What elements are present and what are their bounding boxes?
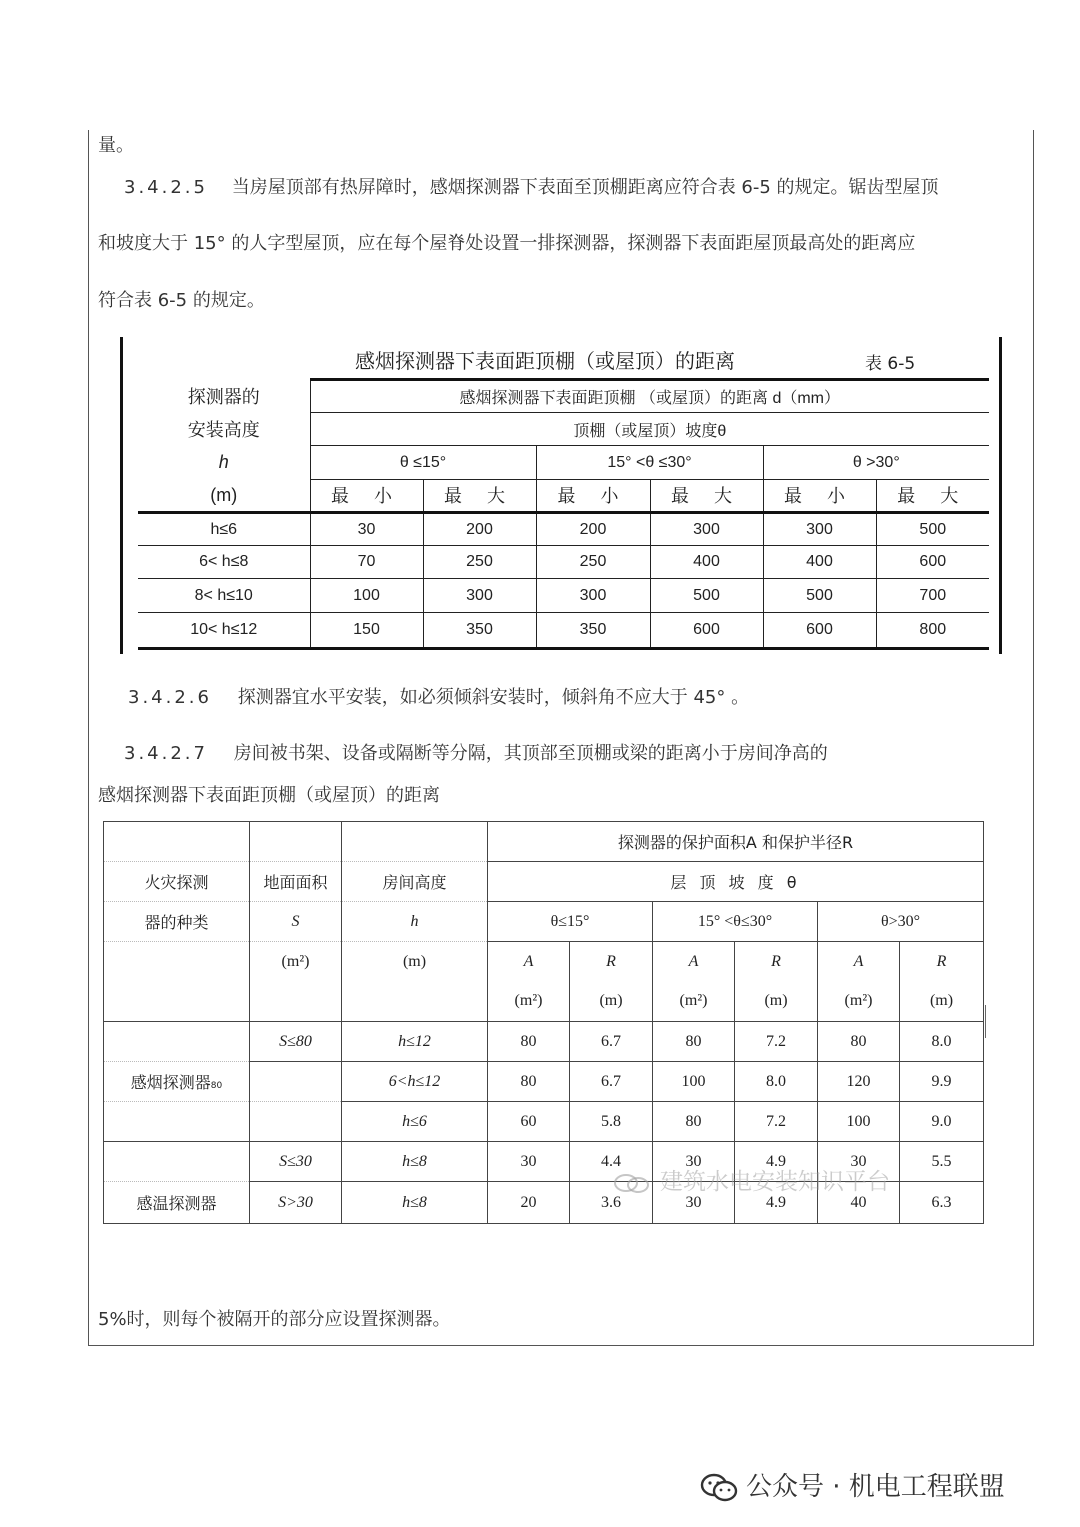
max-3: 最 大 (876, 479, 989, 512)
cell: 600 (763, 612, 876, 648)
cell: 4.9 (735, 1182, 818, 1224)
cell: 800 (876, 612, 989, 648)
cell: 7.2 (735, 1102, 818, 1142)
unit: (m) (735, 982, 818, 1022)
cell: 8.0 (900, 1022, 984, 1062)
cell: 100 (310, 579, 423, 612)
cell: 80 (653, 1022, 735, 1062)
col-A: A (818, 942, 900, 982)
cell: 9.0 (900, 1102, 984, 1142)
unit: (m²) (653, 982, 735, 1022)
slope-1: θ ≤15° (310, 446, 536, 479)
cell: 500 (650, 579, 763, 612)
clause-3-4-2-6 (128, 686, 749, 710)
row-height: h≤6 (342, 1102, 488, 1142)
cell: 40 (818, 1182, 900, 1224)
row-area: S≤80 (250, 1022, 342, 1062)
slope-1: θ≤15° (488, 902, 653, 942)
blank (342, 822, 488, 862)
cell: 70 (310, 546, 423, 579)
cell: 400 (763, 546, 876, 579)
blank (104, 982, 250, 1022)
table-row (104, 1062, 984, 1102)
heat-detector-label: 感温探测器 (104, 1182, 250, 1224)
cell: 80 (653, 1102, 735, 1142)
cell: 6.7 (570, 1062, 653, 1102)
col-A: A (488, 942, 570, 982)
cell: 500 (763, 579, 876, 612)
unit: (m²) (818, 982, 900, 1022)
table-left-rule (120, 337, 123, 654)
watermark (612, 1163, 890, 1196)
type-label-2: 器的种类 (104, 902, 250, 942)
cell: 80 (488, 1062, 570, 1102)
table-6-5 (120, 337, 1002, 654)
table-row (138, 512, 989, 545)
blank (250, 822, 342, 862)
row-height: 6< h≤8 (138, 546, 310, 579)
text-line-0: 量。 (98, 135, 134, 156)
wechat-icon (612, 1172, 652, 1194)
clause-text: 房间被书架、设备或隔断等分隔，其顶部至顶棚或梁的距离小于房间净高的 (233, 743, 828, 764)
slope-header: 层 顶 坡 度 θ (488, 862, 984, 902)
cell: 200 (423, 512, 536, 545)
max-2: 最 大 (650, 479, 763, 512)
cell: 80 (488, 1022, 570, 1062)
col-R: R (570, 942, 653, 982)
cell: 350 (536, 612, 650, 648)
cell: 9.9 (900, 1062, 984, 1102)
row-area: S≤30 (250, 1142, 342, 1182)
height-symbol: h (342, 902, 488, 942)
cell: 30 (310, 512, 423, 545)
height-label: 房间高度 (342, 862, 488, 902)
type-label-1: 火灾探测 (104, 862, 250, 902)
cell: 4.4 (570, 1142, 653, 1182)
clause-number: 3.4.2.5 (124, 177, 208, 198)
table-title: 感烟探测器下表面距顶棚（或屋顶）的距离 (355, 349, 735, 373)
cell: 100 (653, 1062, 735, 1102)
footer-account (700, 1466, 1005, 1503)
blank (104, 1102, 250, 1142)
cell: 600 (650, 612, 763, 648)
clause-text-line-2: 和坡度大于 15° 的人字型屋顶，应在每个屋脊处设置一排探测器，探测器下表面距屋顶最高处的距离应 (98, 233, 916, 254)
slope-2: 15° <θ≤30° (653, 902, 818, 942)
cell: 4.9 (735, 1142, 818, 1182)
cell: 30 (488, 1142, 570, 1182)
unit: (m) (900, 982, 984, 1022)
height-unit: (m) (342, 942, 488, 982)
cell: 300 (423, 579, 536, 612)
cell: 700 (876, 579, 989, 612)
cell: 600 (876, 546, 989, 579)
row-height: 10< h≤12 (138, 612, 310, 648)
blank (104, 1142, 250, 1182)
min-1: 最 小 (310, 479, 423, 512)
cell: 7.2 (735, 1022, 818, 1062)
blank (104, 822, 250, 862)
cell: 100 (818, 1102, 900, 1142)
cell: 5.8 (570, 1102, 653, 1142)
min-2: 最 小 (536, 479, 650, 512)
height-label-2: 安装高度 (138, 413, 310, 446)
cell: 120 (818, 1062, 900, 1102)
table-row (138, 579, 989, 612)
cell: 6.3 (900, 1182, 984, 1224)
unit: (m) (570, 982, 653, 1022)
slope-2: 15° <θ ≤30° (536, 446, 763, 479)
cell: 200 (536, 512, 650, 545)
cell: 350 (423, 612, 536, 648)
col-R: R (900, 942, 984, 982)
distance-header: 感烟探测器下表面距顶棚 （或屋顶）的距离 d（mm） (310, 380, 989, 413)
cell: 5.5 (900, 1142, 984, 1182)
smoke-detector-label: 感烟探测器80 (104, 1062, 250, 1102)
area-unit: (m²) (250, 942, 342, 982)
cell: 250 (423, 546, 536, 579)
clause-text-line-3: 符合表 6-5 的规定。 (98, 290, 265, 311)
cell: 80 (818, 1022, 900, 1062)
row-area (250, 1062, 342, 1102)
height-label-1: 探测器的 (138, 380, 310, 413)
table-row (104, 1022, 984, 1062)
blank (250, 982, 342, 1022)
unit: (m²) (488, 982, 570, 1022)
clause-text: 当房屋顶部有热屏障时，感烟探测器下表面至顶棚距离应符合表 6-5 的规定。锯齿型屋顶 (231, 177, 939, 198)
row-height: h≤8 (342, 1142, 488, 1182)
cell: 60 (488, 1102, 570, 1142)
row-height: 6<h≤12 (342, 1062, 488, 1102)
clause-3-4-2-5 (124, 176, 939, 200)
text-line-final: 5%时，则每个被隔开的部分应设置探测器。 (98, 1309, 451, 1330)
cell: 6.7 (570, 1022, 653, 1062)
cell: 8.0 (735, 1062, 818, 1102)
clause-text: 探测器宜水平安装，如必须倾斜安装时，倾斜角不应大于 45° 。 (237, 687, 750, 708)
table-code: 表 6-5 (865, 354, 916, 374)
max-1: 最 大 (423, 479, 536, 512)
blank (104, 1022, 250, 1062)
height-label-h: h (138, 446, 310, 479)
min-3: 最 小 (763, 479, 876, 512)
wechat-icon (700, 1473, 738, 1503)
cell: 400 (650, 546, 763, 579)
blank (342, 982, 488, 1022)
clause-number: 3.4.2.7 (124, 743, 208, 764)
row-height: 8< h≤10 (138, 579, 310, 612)
area-symbol: S (250, 902, 342, 942)
row-area (250, 1102, 342, 1142)
table-row (138, 612, 989, 648)
table-caption: 感烟探测器下表面距顶棚（或屋顶）的距离 (98, 785, 440, 806)
cell: 30 (653, 1182, 735, 1224)
row-height: h≤12 (342, 1022, 488, 1062)
watermark-text: 建筑水电安装知识平台 (660, 1169, 890, 1195)
col-A: A (653, 942, 735, 982)
cell: 150 (310, 612, 423, 648)
cell: 3.6 (570, 1182, 653, 1224)
row-height: h≤8 (342, 1182, 488, 1224)
cell: 300 (650, 512, 763, 545)
cell: 30 (653, 1142, 735, 1182)
slope-header: 顶棚（或屋顶）坡度θ (310, 413, 989, 446)
distance-table (138, 378, 989, 650)
scan-artifact-line (985, 1005, 986, 1038)
clause-number: 3.4.2.6 (128, 687, 212, 708)
cell: 500 (876, 512, 989, 545)
area-radius-header: 探测器的保护面积A 和保护半径R (488, 822, 984, 862)
table-row (138, 546, 989, 579)
blank (104, 942, 250, 982)
cell: 30 (818, 1142, 900, 1182)
cell: 20 (488, 1182, 570, 1224)
cell: 250 (536, 546, 650, 579)
col-R: R (735, 942, 818, 982)
row-height: h≤6 (138, 512, 310, 545)
slope-3: θ >30° (763, 446, 989, 479)
footer-text: 公众号 · 机电工程联盟 (746, 1472, 1005, 1502)
clause-3-4-2-7 (124, 742, 828, 766)
row-area: S>30 (250, 1182, 342, 1224)
cell: 300 (763, 512, 876, 545)
slope-3: θ>30° (818, 902, 984, 942)
table-right-rule (999, 337, 1002, 654)
height-label-unit: (m) (138, 479, 310, 512)
area-label: 地面面积 (250, 862, 342, 902)
cell: 300 (536, 579, 650, 612)
table-row (104, 1102, 984, 1142)
